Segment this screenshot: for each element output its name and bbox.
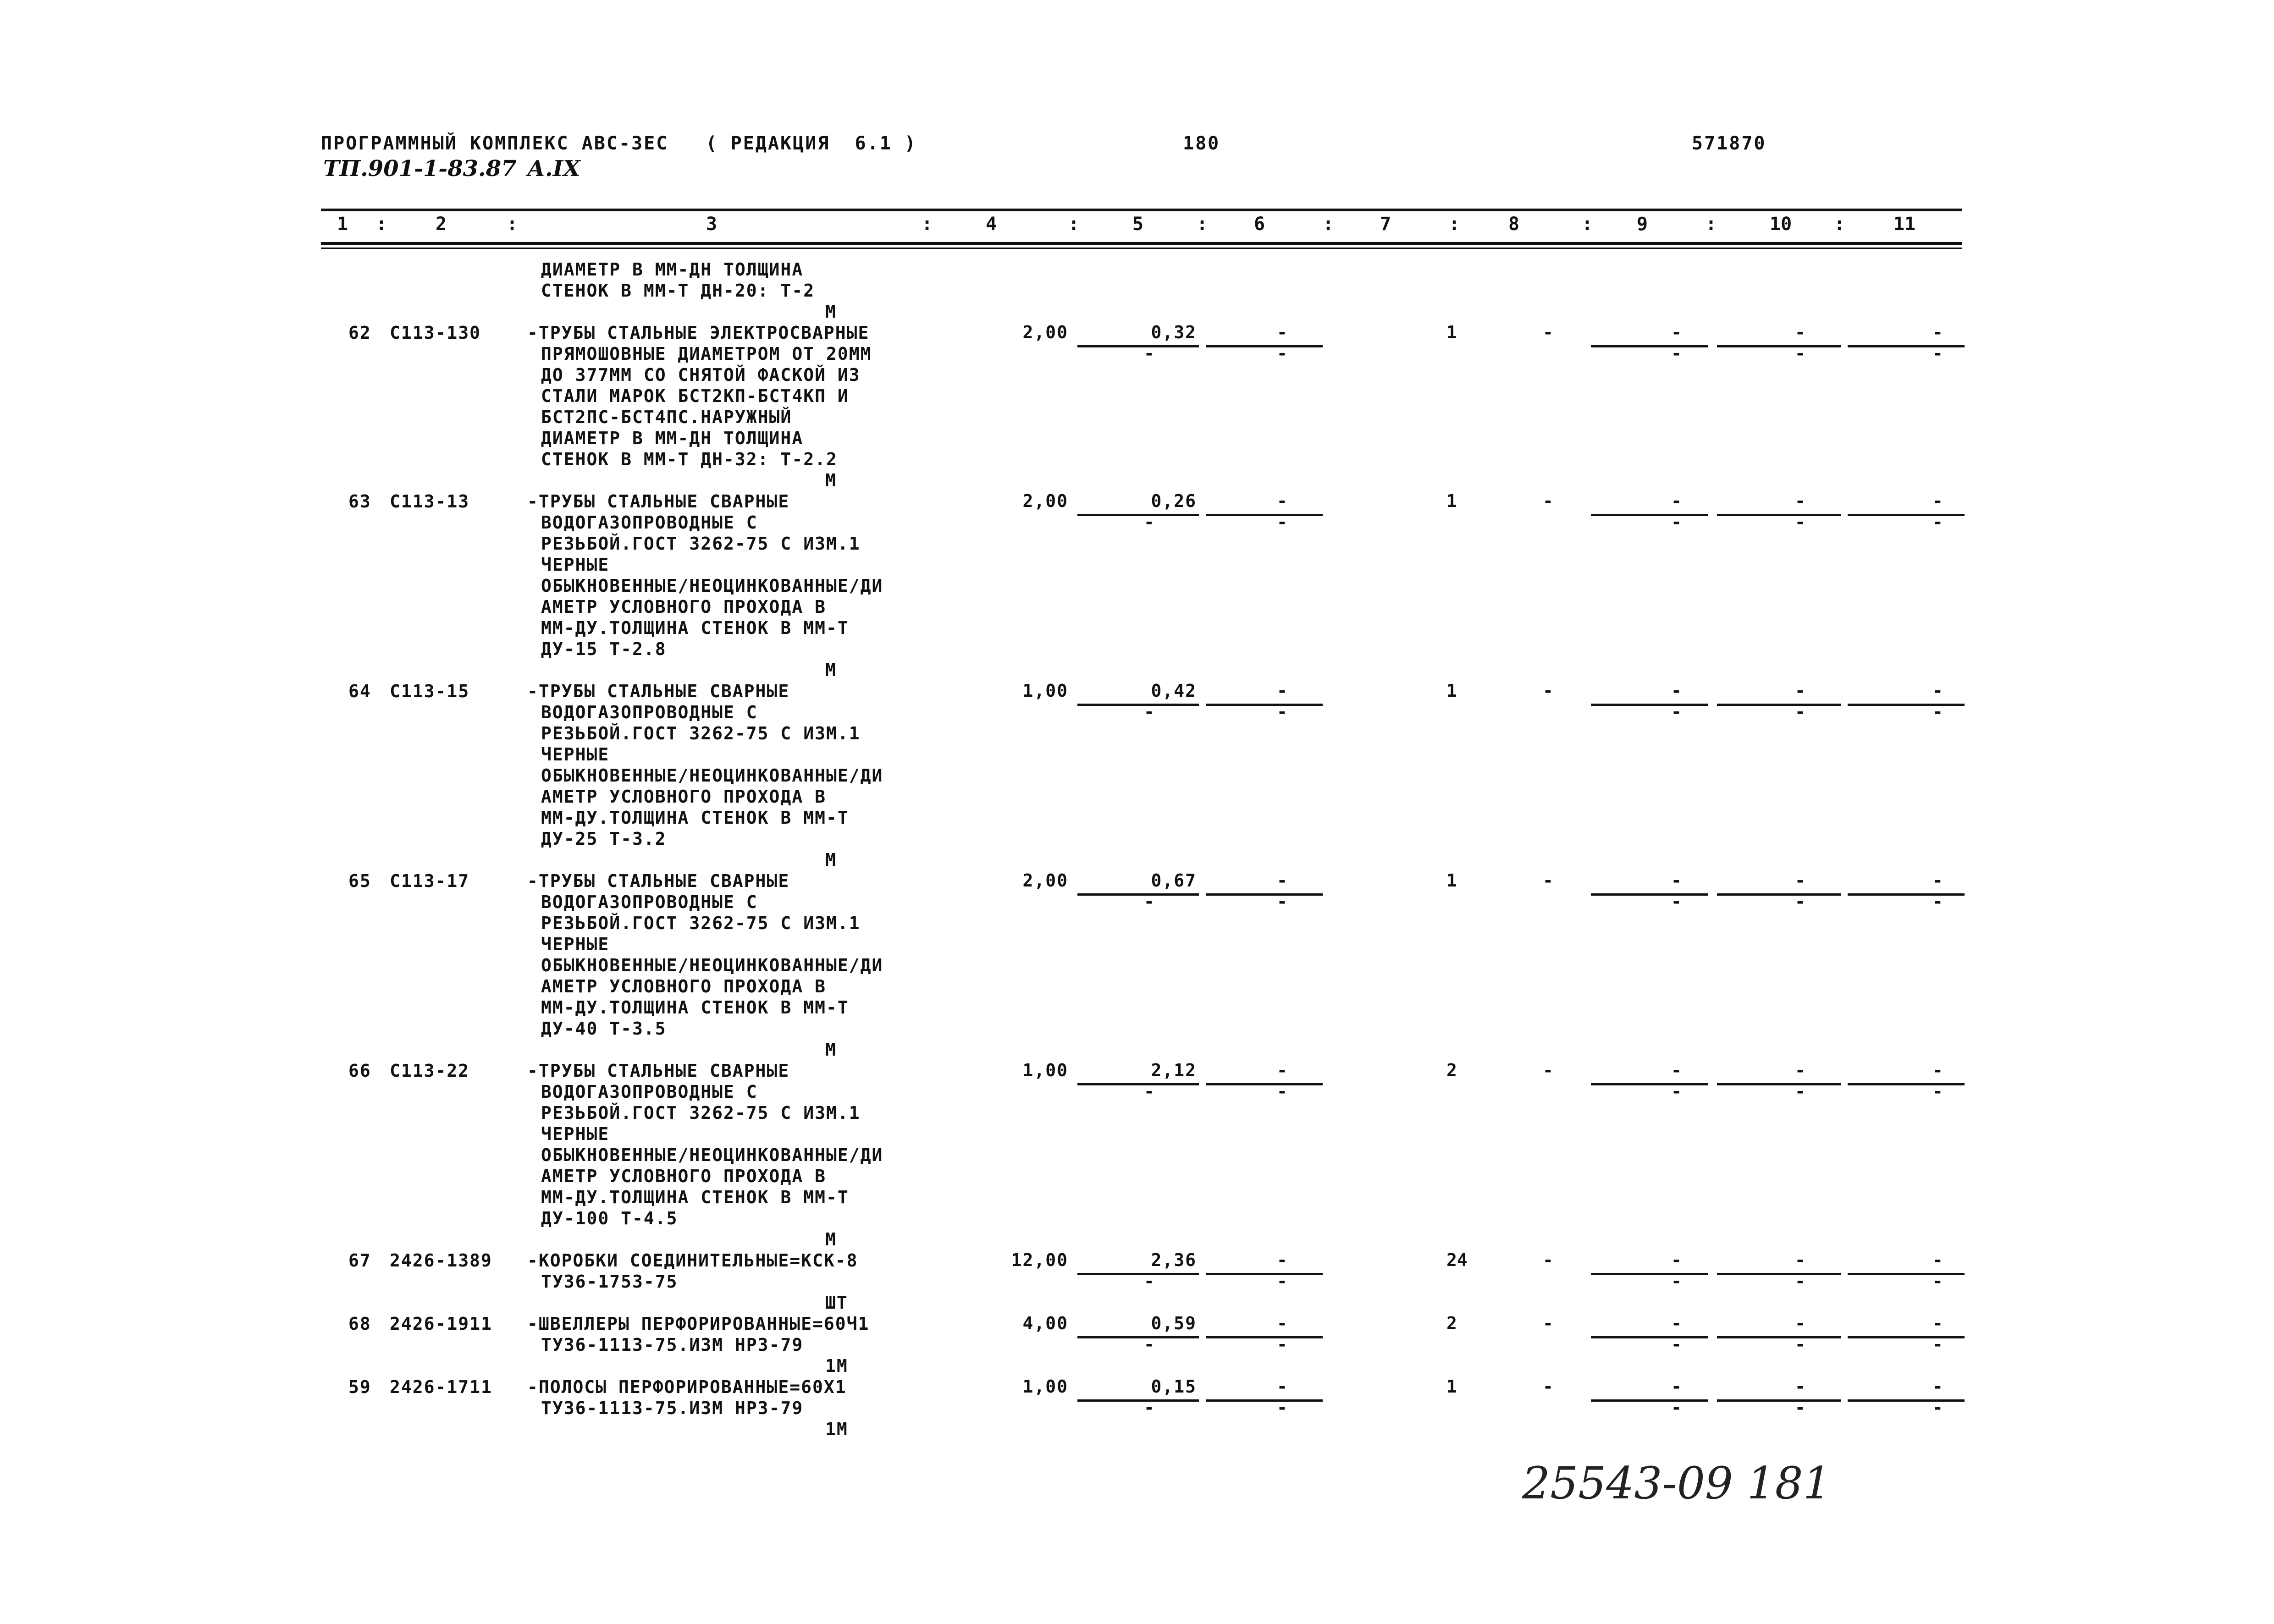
value-underline xyxy=(1077,1336,1199,1338)
column-separator: : xyxy=(1068,214,1080,235)
cost-value: 0,42 xyxy=(1151,681,1197,701)
description-line: ВОДОГАЗОПРОВОДНЫЕ С xyxy=(541,702,758,722)
row-code: 2426-1911 xyxy=(390,1314,492,1334)
table-header-rule xyxy=(321,242,1962,245)
col9-dash: - xyxy=(1671,1313,1682,1333)
col11-dash: - xyxy=(1932,491,1943,511)
value-underline xyxy=(1717,514,1841,516)
description-line: -ПОЛОСЫ ПЕРФОРИРОВАННЫЕ=60Х1 xyxy=(527,1377,847,1397)
row-number: 66 xyxy=(348,1061,371,1081)
value-underline xyxy=(1591,1273,1708,1275)
quantity-value: 1,00 xyxy=(1022,1060,1068,1080)
col5-sub-dash: - xyxy=(1144,343,1154,363)
table-header-rule-thin xyxy=(321,248,1962,249)
description-line: РЕЗЬБОЙ.ГОСТ 3262-75 С ИЗМ.1 xyxy=(541,723,861,743)
column-header-11: 11 xyxy=(1893,214,1916,235)
col10-sub-dash: - xyxy=(1795,512,1805,532)
quantity-value: 12,00 xyxy=(1011,1250,1068,1270)
description-line: ОБЫКНОВЕННЫЕ/НЕОЦИНКОВАННЫЕ/ДИ xyxy=(541,765,883,786)
cost-value: 2,36 xyxy=(1151,1250,1197,1270)
col11-sub-dash: - xyxy=(1932,1081,1943,1101)
description-line: -ТРУБЫ СТАЛЬНЫЕ СВАРНЫЕ xyxy=(527,491,790,512)
description-line: СТЕНОК В ММ-Т ДН-20: Т-2 xyxy=(541,281,815,301)
col6-sub-dash: - xyxy=(1277,1398,1287,1418)
col10-dash: - xyxy=(1795,1376,1805,1397)
description-line: ОБЫКНОВЕННЫЕ/НЕОЦИНКОВАННЫЕ/ДИ xyxy=(541,1145,883,1165)
value-underline xyxy=(1591,345,1708,347)
column-separator: : xyxy=(1582,214,1593,235)
column-header-6: 6 xyxy=(1254,214,1265,235)
value-underline xyxy=(1591,1083,1708,1085)
column-header-5: 5 xyxy=(1132,214,1144,235)
col10-dash: - xyxy=(1795,870,1805,891)
unit-of-measure: М xyxy=(825,1040,837,1060)
col9-sub-dash: - xyxy=(1671,1271,1682,1291)
cost-value: 0,59 xyxy=(1151,1313,1197,1333)
column-separator: : xyxy=(1323,214,1334,235)
description-line: РЕЗЬБОЙ.ГОСТ 3262-75 С ИЗМ.1 xyxy=(541,913,861,933)
col5-sub-dash: - xyxy=(1144,892,1154,912)
col7-value: 2 xyxy=(1446,1060,1457,1080)
value-underline xyxy=(1206,1336,1323,1338)
unit-of-measure: М xyxy=(825,850,837,870)
col10-dash: - xyxy=(1795,681,1805,701)
col10-dash: - xyxy=(1795,1250,1805,1270)
description-line: РЕЗЬБОЙ.ГОСТ 3262-75 С ИЗМ.1 xyxy=(541,1103,861,1123)
col9-dash: - xyxy=(1671,870,1682,891)
row-number: 65 xyxy=(348,871,371,891)
description-line: СТАЛИ МАРОК БСТ2КП-БСТ4КП И xyxy=(541,386,849,406)
col10-dash: - xyxy=(1795,1313,1805,1333)
row-code: 2426-1711 xyxy=(390,1377,492,1397)
value-underline xyxy=(1717,704,1841,706)
col9-sub-dash: - xyxy=(1671,1334,1682,1354)
col6-dash: - xyxy=(1277,1060,1287,1080)
quantity-value: 1,00 xyxy=(1022,1376,1068,1397)
unit-of-measure: 1М xyxy=(825,1356,848,1376)
col8-dash: - xyxy=(1543,681,1553,701)
cost-value: 0,15 xyxy=(1151,1376,1197,1397)
value-underline xyxy=(1591,893,1708,896)
col7-value: 1 xyxy=(1446,1376,1457,1397)
col11-dash: - xyxy=(1932,681,1943,701)
value-underline xyxy=(1077,704,1199,706)
col11-dash: - xyxy=(1932,1250,1943,1270)
col11-sub-dash: - xyxy=(1932,892,1943,912)
description-line: ПРЯМОШОВНЫЕ ДИАМЕТРОМ ОТ 20ММ xyxy=(541,344,872,364)
description-line: ММ-ДУ.ТОЛЩИНА СТЕНОК В ММ-Т xyxy=(541,618,849,638)
row-code: С113-15 xyxy=(390,681,470,701)
description-line: ТУ36-1113-75.ИЗМ НР3-79 xyxy=(541,1335,804,1355)
description-line: АМЕТР УСЛОВНОГО ПРОХОДА В xyxy=(541,976,826,996)
cost-value: 2,12 xyxy=(1151,1060,1197,1080)
description-line: ЧЕРНЫЕ xyxy=(541,555,610,575)
col8-dash: - xyxy=(1543,1313,1553,1333)
column-separator: : xyxy=(922,214,933,235)
description-line: ММ-ДУ.ТОЛЩИНА СТЕНОК В ММ-Т xyxy=(541,1187,849,1207)
col6-dash: - xyxy=(1277,681,1287,701)
col9-sub-dash: - xyxy=(1671,343,1682,363)
col11-dash: - xyxy=(1932,1376,1943,1397)
row-number: 67 xyxy=(348,1250,371,1271)
column-header-4: 4 xyxy=(986,214,997,235)
value-underline xyxy=(1077,514,1199,516)
description-line: АМЕТР УСЛОВНОГО ПРОХОДА В xyxy=(541,1166,826,1186)
col8-dash: - xyxy=(1543,1376,1553,1397)
col8-dash: - xyxy=(1543,1250,1553,1270)
description-line: ЧЕРНЫЕ xyxy=(541,934,610,954)
col9-dash: - xyxy=(1671,1060,1682,1080)
value-underline xyxy=(1206,1273,1323,1275)
value-underline xyxy=(1848,893,1965,896)
value-underline xyxy=(1206,1083,1323,1085)
value-underline xyxy=(1848,1083,1965,1085)
col8-dash: - xyxy=(1543,870,1553,891)
col11-sub-dash: - xyxy=(1932,1271,1943,1291)
col6-sub-dash: - xyxy=(1277,1271,1287,1291)
value-underline xyxy=(1848,1336,1965,1338)
col6-sub-dash: - xyxy=(1277,1081,1287,1101)
description-line: -ТРУБЫ СТАЛЬНЫЕ ЭЛЕКТРОСВАРНЫЕ xyxy=(527,323,870,343)
col10-sub-dash: - xyxy=(1795,892,1805,912)
value-underline xyxy=(1077,1273,1199,1275)
col5-sub-dash: - xyxy=(1144,702,1154,722)
value-underline xyxy=(1591,704,1708,706)
col7-value: 1 xyxy=(1446,681,1457,701)
col5-sub-dash: - xyxy=(1144,512,1154,532)
cost-value: 0,32 xyxy=(1151,322,1197,342)
handwritten-project-ref: ТП.901-1-83.87 xyxy=(323,156,517,182)
col9-dash: - xyxy=(1671,681,1682,701)
value-underline xyxy=(1848,1399,1965,1402)
value-underline xyxy=(1206,704,1323,706)
header-program-title: ПРОГРАММНЫЙ КОМПЛЕКС АВС-3ЕС ( РЕДАКЦИЯ 6.1 ) xyxy=(321,133,917,154)
description-line: ЧЕРНЫЕ xyxy=(541,1124,610,1144)
description-line: СТЕНОК В ММ-Т ДН-32: Т-2.2 xyxy=(541,449,838,469)
col6-sub-dash: - xyxy=(1277,512,1287,532)
description-line: РЕЗЬБОЙ.ГОСТ 3262-75 С ИЗМ.1 xyxy=(541,534,861,554)
col6-sub-dash: - xyxy=(1277,702,1287,722)
description-line: ВОДОГАЗОПРОВОДНЫЕ С xyxy=(541,1082,758,1102)
unit-of-measure: М xyxy=(825,1229,837,1250)
col9-sub-dash: - xyxy=(1671,1398,1682,1418)
column-header-1: 1 xyxy=(337,214,348,235)
value-underline xyxy=(1077,1083,1199,1085)
col7-value: 1 xyxy=(1446,322,1457,342)
col10-dash: - xyxy=(1795,322,1805,342)
col9-sub-dash: - xyxy=(1671,1081,1682,1101)
quantity-value: 4,00 xyxy=(1022,1313,1068,1333)
column-header-3: 3 xyxy=(706,214,718,235)
value-underline xyxy=(1717,345,1841,347)
col6-dash: - xyxy=(1277,1250,1287,1270)
description-line: -ТРУБЫ СТАЛЬНЫЕ СВАРНЫЕ xyxy=(527,681,790,701)
column-separator: : xyxy=(1449,214,1460,235)
unit-of-measure: М xyxy=(825,470,837,490)
column-header-10: 10 xyxy=(1770,214,1792,235)
col7-value: 1 xyxy=(1446,870,1457,891)
description-line: -ТРУБЫ СТАЛЬНЫЕ СВАРНЫЕ xyxy=(527,1061,790,1081)
col10-sub-dash: - xyxy=(1795,1334,1805,1354)
value-underline xyxy=(1591,1399,1708,1402)
description-line: ЧЕРНЫЕ xyxy=(541,744,610,765)
description-line: ДИАМЕТР В ММ-ДН ТОЛЩИНА xyxy=(541,259,804,280)
col5-sub-dash: - xyxy=(1144,1271,1154,1291)
col9-dash: - xyxy=(1671,491,1682,511)
col11-sub-dash: - xyxy=(1932,343,1943,363)
column-separator: : xyxy=(1197,214,1208,235)
description-line: АМЕТР УСЛОВНОГО ПРОХОДА В xyxy=(541,787,826,807)
col9-dash: - xyxy=(1671,322,1682,342)
col9-sub-dash: - xyxy=(1671,512,1682,532)
row-code: С113-130 xyxy=(390,323,481,343)
description-line: ДУ-25 Т-3.2 xyxy=(541,829,667,849)
handwritten-archive-number: 25543-09 181 xyxy=(1522,1458,1831,1509)
value-underline xyxy=(1717,1083,1841,1085)
col10-sub-dash: - xyxy=(1795,702,1805,722)
column-header-9: 9 xyxy=(1637,214,1648,235)
description-line: ДУ-40 Т-3.5 xyxy=(541,1018,667,1039)
cost-value: 0,67 xyxy=(1151,870,1197,891)
col5-sub-dash: - xyxy=(1144,1334,1154,1354)
col10-dash: - xyxy=(1795,491,1805,511)
value-underline xyxy=(1848,1273,1965,1275)
row-number: 64 xyxy=(348,681,371,701)
col8-dash: - xyxy=(1543,491,1553,511)
col5-sub-dash: - xyxy=(1144,1398,1154,1418)
col6-sub-dash: - xyxy=(1277,343,1287,363)
col6-sub-dash: - xyxy=(1277,892,1287,912)
value-underline xyxy=(1848,514,1965,516)
col8-dash: - xyxy=(1543,322,1553,342)
column-separator: : xyxy=(507,214,518,235)
value-underline xyxy=(1591,514,1708,516)
col6-dash: - xyxy=(1277,1376,1287,1397)
quantity-value: 2,00 xyxy=(1022,491,1068,511)
row-number: 62 xyxy=(348,323,371,343)
value-underline xyxy=(1206,893,1323,896)
col11-dash: - xyxy=(1932,870,1943,891)
row-code: С113-22 xyxy=(390,1061,470,1081)
column-separator: : xyxy=(376,214,387,235)
value-underline xyxy=(1717,1273,1841,1275)
row-code: С113-13 xyxy=(390,491,470,512)
col11-sub-dash: - xyxy=(1932,702,1943,722)
description-line: -ТРУБЫ СТАЛЬНЫЕ СВАРНЫЕ xyxy=(527,871,790,891)
description-line: ММ-ДУ.ТОЛЩИНА СТЕНОК В ММ-Т xyxy=(541,997,849,1018)
col6-dash: - xyxy=(1277,491,1287,511)
col10-sub-dash: - xyxy=(1795,1081,1805,1101)
value-underline xyxy=(1206,514,1323,516)
description-line: БСТ2ПС-БСТ4ПС.НАРУЖНЫЙ xyxy=(541,407,792,427)
value-underline xyxy=(1077,893,1199,896)
value-underline xyxy=(1206,1399,1323,1402)
col7-value: 2 xyxy=(1446,1313,1457,1333)
unit-of-measure: ШТ xyxy=(825,1293,848,1313)
col11-dash: - xyxy=(1932,1313,1943,1333)
document-code: 571870 xyxy=(1692,133,1766,154)
col8-dash: - xyxy=(1543,1060,1553,1080)
handwritten-album-ref: А.IX xyxy=(527,156,580,182)
description-line: -ШВЕЛЛЕРЫ ПЕРФОРИРОВАННЫЕ=60Ч1 xyxy=(527,1314,870,1334)
unit-of-measure: 1М xyxy=(825,1419,848,1439)
col10-dash: - xyxy=(1795,1060,1805,1080)
col10-sub-dash: - xyxy=(1795,343,1805,363)
col9-dash: - xyxy=(1671,1376,1682,1397)
description-line: ВОДОГАЗОПРОВОДНЫЕ С xyxy=(541,892,758,912)
col6-dash: - xyxy=(1277,1313,1287,1333)
col7-value: 1 xyxy=(1446,491,1457,511)
col6-sub-dash: - xyxy=(1277,1334,1287,1354)
row-number: 68 xyxy=(348,1314,371,1334)
row-number: 63 xyxy=(348,491,371,512)
col10-sub-dash: - xyxy=(1795,1271,1805,1291)
value-underline xyxy=(1591,1336,1708,1338)
value-underline xyxy=(1077,1399,1199,1402)
quantity-value: 2,00 xyxy=(1022,322,1068,342)
page-number: 180 xyxy=(1183,133,1220,154)
description-line: ДУ-100 Т-4.5 xyxy=(541,1208,678,1228)
value-underline xyxy=(1848,345,1965,347)
value-underline xyxy=(1206,345,1323,347)
value-underline xyxy=(1848,704,1965,706)
col10-sub-dash: - xyxy=(1795,1398,1805,1418)
col11-sub-dash: - xyxy=(1932,512,1943,532)
col9-sub-dash: - xyxy=(1671,892,1682,912)
unit-of-measure: М xyxy=(825,660,837,680)
column-header-7: 7 xyxy=(1380,214,1391,235)
description-line: АМЕТР УСЛОВНОГО ПРОХОДА В xyxy=(541,597,826,617)
col6-dash: - xyxy=(1277,870,1287,891)
description-line: ОБЫКНОВЕННЫЕ/НЕОЦИНКОВАННЫЕ/ДИ xyxy=(541,576,883,596)
value-underline xyxy=(1717,1399,1841,1402)
value-underline xyxy=(1717,893,1841,896)
quantity-value: 2,00 xyxy=(1022,870,1068,891)
col9-sub-dash: - xyxy=(1671,702,1682,722)
description-line: М xyxy=(825,302,837,322)
col5-sub-dash: - xyxy=(1144,1081,1154,1101)
value-underline xyxy=(1717,1336,1841,1338)
quantity-value: 1,00 xyxy=(1022,681,1068,701)
col7-value: 24 xyxy=(1446,1250,1468,1270)
description-line: ДО 377ММ СО СНЯТОЙ ФАСКОЙ ИЗ xyxy=(541,365,861,385)
col11-dash: - xyxy=(1932,322,1943,342)
col9-dash: - xyxy=(1671,1250,1682,1270)
col11-sub-dash: - xyxy=(1932,1334,1943,1354)
column-header-8: 8 xyxy=(1508,214,1520,235)
description-line: ОБЫКНОВЕННЫЕ/НЕОЦИНКОВАННЫЕ/ДИ xyxy=(541,955,883,975)
col6-dash: - xyxy=(1277,322,1287,342)
row-code: 2426-1389 xyxy=(390,1250,492,1271)
description-line: ДИАМЕТР В ММ-ДН ТОЛЩИНА xyxy=(541,428,804,448)
row-number: 59 xyxy=(348,1377,371,1397)
column-separator: : xyxy=(1706,214,1717,235)
description-line: ТУ36-1753-75 xyxy=(541,1272,678,1292)
col11-dash: - xyxy=(1932,1060,1943,1080)
description-line: ДУ-15 Т-2.8 xyxy=(541,639,667,659)
description-line: -КОРОБКИ СОЕДИНИТЕЛЬНЫЕ=КСК-8 xyxy=(527,1250,858,1271)
row-code: С113-17 xyxy=(390,871,470,891)
description-line: ТУ36-1113-75.ИЗМ НР3-79 xyxy=(541,1398,804,1418)
col11-sub-dash: - xyxy=(1932,1398,1943,1418)
value-underline xyxy=(1077,345,1199,347)
cost-value: 0,26 xyxy=(1151,491,1197,511)
description-line: ВОДОГАЗОПРОВОДНЫЕ С xyxy=(541,512,758,533)
column-separator: : xyxy=(1834,214,1845,235)
column-header-2: 2 xyxy=(436,214,447,235)
description-line: ММ-ДУ.ТОЛЩИНА СТЕНОК В ММ-Т xyxy=(541,808,849,828)
table-top-rule xyxy=(321,209,1962,211)
